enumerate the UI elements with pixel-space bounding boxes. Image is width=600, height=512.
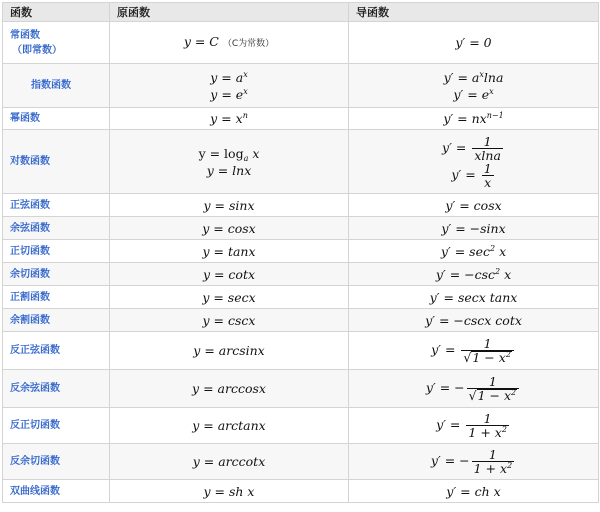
row-name-arctangent[interactable]: 反正切函数 [3,408,110,444]
original-cell [110,108,349,130]
original-cell: y = sinx [110,194,349,217]
original-cell: y = cotx [110,263,349,286]
table-row [3,370,599,408]
original-cell: y = arctanx [110,408,349,444]
header-row [3,3,599,22]
formula: y = lnx [206,162,252,178]
row-name-cotangent[interactable]: 余切函数 [3,263,110,286]
row-name-cosecant[interactable]: 余割函数 [3,309,110,332]
derivative-cell [349,263,599,286]
original-cell: y = secx [110,286,349,309]
row-name-tangent[interactable]: 正切函数 [3,240,110,263]
derivative-cell [349,22,599,64]
original-cell [110,130,349,194]
table-row [3,194,599,217]
table-row [3,309,599,332]
formula: y′ = $\frac{1}{xlna}$ [442,133,501,163]
row-name-exponential[interactable]: 指数函数 [3,64,110,108]
original-cell: y = sh x [110,480,349,503]
table-row [3,408,599,444]
formula: $y' = -\csc^2$ x [435,266,512,282]
formula: $y = x^n$ [210,111,248,126]
row-name-power[interactable]: 幂函数 [3,108,110,130]
row-name-arccotangent[interactable]: 反余切函数 [3,444,110,480]
derivative-cell [349,370,599,408]
table-row [3,332,599,370]
row-name-logarithm[interactable]: 对数函数 [3,130,110,194]
header-original: 原函数 [110,3,349,22]
original-cell: y = cscx [110,309,349,332]
derivative-cell: y′ = secx tanx [349,286,599,309]
table-row [3,286,599,309]
derivative-cell [349,408,599,444]
row-name-sine[interactable]: 正弦函数 [3,194,110,217]
formula: y′ = 0 [455,35,492,50]
row-name-arccosine[interactable]: 反余弦函数 [3,370,110,408]
table-row [3,130,599,194]
original-cell: y = arccotx [110,444,349,480]
formula: $y' = e^x$ [453,86,494,102]
derivative-table [2,2,599,503]
derivative-cell [349,240,599,263]
original-cell: y = tanx [110,240,349,263]
original-cell [110,22,349,64]
derivative-table-container [2,2,599,503]
derivative-cell: y′ = ch x [349,480,599,503]
formula: y′ = − $\frac{1}{√1 - x^2}$ [426,380,521,395]
table-row [3,480,599,503]
formula: $y = e^x$ [210,86,248,102]
formula: $y' = a^x\ln a$ [443,69,504,85]
row-name-secant[interactable]: 正割函数 [3,286,110,309]
table-row [3,217,599,240]
table-row [3,108,599,130]
table-row [3,444,599,480]
derivative-cell: y′ = cosx [349,194,599,217]
table-row [3,263,599,286]
header-function: 函数 [3,3,110,22]
table-row [3,64,599,108]
header-derivative: 导函数 [349,3,599,22]
formula: y′ = $\frac{1}{x}$ [451,160,492,190]
original-cell: y = cosx [110,217,349,240]
derivative-cell [349,332,599,370]
original-cell: y = arccosx [110,370,349,408]
derivative-cell: y′ = −sinx [349,217,599,240]
derivative-cell [349,130,599,194]
original-cell [110,64,349,108]
formula: y′ = − $\frac{1}{1 + x^2}$ [430,447,513,476]
row-name-cosine[interactable]: 余弦函数 [3,217,110,240]
row-name-hyperbolic[interactable]: 双曲线函数 [3,480,110,503]
formula: $y' = nx^{n-1}$ [443,111,504,126]
derivative-cell: y′ = −cscx cotx [349,309,599,332]
formula: $y = \log_a x$ [198,145,260,163]
formula: y = C [183,33,219,49]
derivative-cell [349,444,599,480]
formula-note: （C为常数） [222,38,275,49]
row-name-constant[interactable]: 常函数 （即常数） [3,22,110,64]
row-name-arcsine[interactable]: 反正弦函数 [3,332,110,370]
table-row [3,240,599,263]
table-row [3,22,599,64]
original-cell: y = arcsinx [110,332,349,370]
formula: $y' = \sec^2 x$ [440,243,507,259]
derivative-cell [349,64,599,108]
derivative-cell [349,108,599,130]
formula: y′ = $\frac{1}{1 + x^2}$ [436,411,507,440]
formula: y′ = $\frac{1}{√1 - x^2}$ [431,342,516,357]
formula: $y = a^x$ [210,69,248,85]
